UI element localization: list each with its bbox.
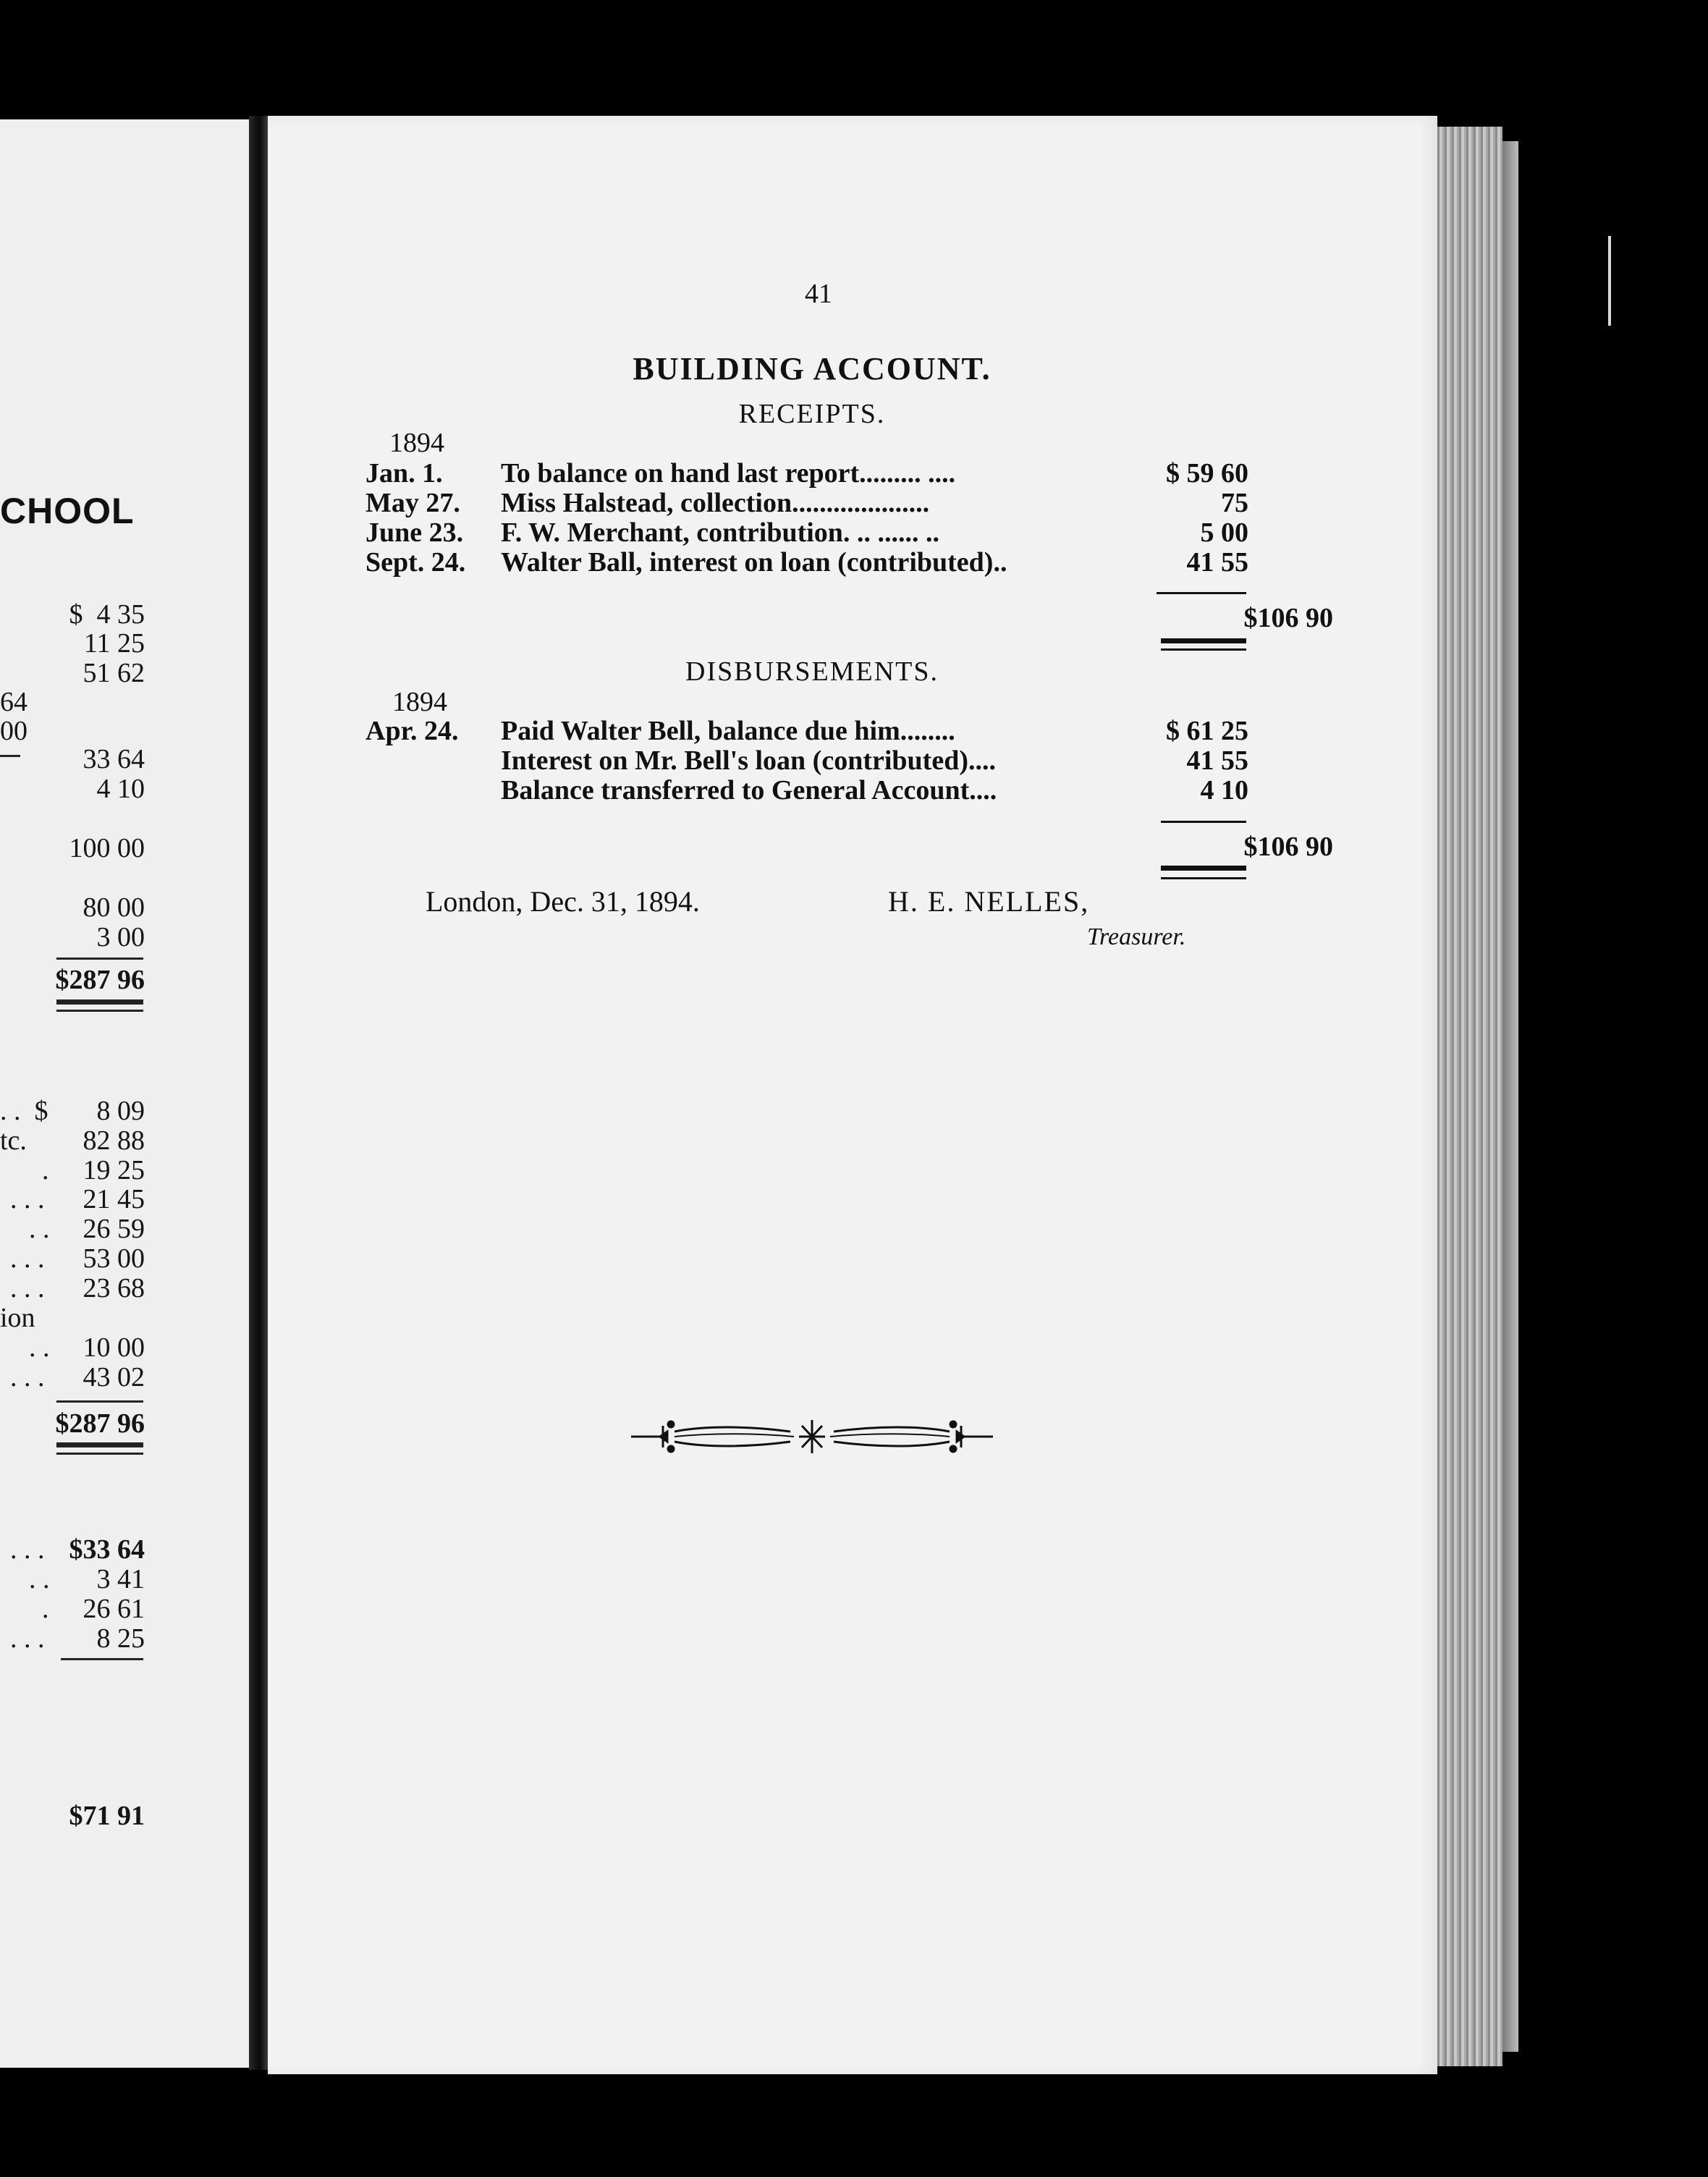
receipt-date: June 23. bbox=[365, 517, 464, 548]
receipt-row bbox=[365, 457, 1248, 488]
left-amount: 3 41 bbox=[96, 1564, 145, 1594]
left-amount: 100 00 bbox=[69, 833, 145, 863]
left-amount: 4 10 bbox=[96, 774, 145, 804]
disbursements-year: 1894 bbox=[392, 687, 447, 717]
left-amount: 10 00 bbox=[83, 1332, 145, 1363]
receipt-description: To balance on hand last report......... .... bbox=[501, 458, 956, 489]
receipt-amount: 41 55 bbox=[1186, 547, 1248, 578]
left-rule bbox=[0, 755, 20, 757]
disbursement-description: Interest on Mr. Bell's loan (contributed).... bbox=[501, 745, 996, 776]
left-amount: 8 25 bbox=[96, 1623, 145, 1654]
receipts-double-rule bbox=[1161, 648, 1246, 651]
left-fragment: 00 bbox=[0, 716, 28, 746]
left-amount: 82 88 bbox=[83, 1125, 145, 1156]
scan-mark bbox=[1608, 236, 1611, 326]
left-amount: 23 68 bbox=[83, 1273, 145, 1303]
left-leader: ion bbox=[0, 1303, 35, 1333]
left-rule bbox=[56, 958, 143, 960]
left-leader: . . . bbox=[10, 1273, 45, 1303]
left-amount: 33 64 bbox=[83, 744, 145, 774]
receipt-row bbox=[365, 517, 1248, 547]
disbursements-double-rule bbox=[1161, 866, 1246, 871]
left-amount: $ 4 35 bbox=[69, 599, 145, 630]
receipt-row bbox=[365, 546, 1248, 577]
receipt-amount: $ 59 60 bbox=[1166, 458, 1248, 489]
left-leader: . . . bbox=[10, 1534, 45, 1565]
left-leader: . . bbox=[29, 1214, 50, 1244]
page-number: 41 bbox=[805, 279, 832, 309]
disbursement-amount: $ 61 25 bbox=[1166, 716, 1248, 746]
receipts-sum-rule bbox=[1157, 592, 1246, 594]
receipt-date: May 27. bbox=[365, 488, 460, 518]
receipt-amount: 75 bbox=[1221, 488, 1248, 518]
receipt-date: Jan. 1. bbox=[365, 458, 443, 489]
left-fragment: 64 bbox=[0, 687, 28, 717]
left-leader: . bbox=[42, 1594, 49, 1624]
left-leader: . . bbox=[29, 1564, 50, 1594]
receipts-total: $106 90 bbox=[1243, 603, 1333, 633]
left-amount: 26 61 bbox=[83, 1594, 145, 1624]
left-leader: . . . bbox=[10, 1623, 45, 1654]
left-leader: . . $ bbox=[0, 1096, 48, 1126]
left-total: $71 91 bbox=[69, 1801, 145, 1831]
left-amount: 21 45 bbox=[83, 1184, 145, 1214]
left-leader: tc. bbox=[0, 1125, 27, 1156]
left-leader: . . . bbox=[10, 1184, 45, 1214]
left-amount: 11 25 bbox=[83, 628, 145, 659]
left-double-rule bbox=[56, 999, 143, 1005]
disbursement-description: Paid Walter Bell, balance due him........ bbox=[501, 716, 955, 746]
left-rule bbox=[56, 1010, 143, 1012]
receipt-description: F. W. Merchant, contribution. .. ...... .. bbox=[501, 517, 939, 548]
disbursement-amount: 4 10 bbox=[1200, 775, 1248, 806]
left-amount: 43 02 bbox=[83, 1362, 145, 1392]
left-amount: 53 00 bbox=[83, 1243, 145, 1274]
receipt-description: Miss Halstead, collection.................... bbox=[501, 488, 930, 518]
disbursement-row bbox=[365, 715, 1248, 745]
receipts-heading: RECEIPTS. bbox=[738, 399, 886, 429]
left-amount: 51 62 bbox=[83, 658, 145, 688]
left-double-rule bbox=[56, 1442, 143, 1447]
disbursement-amount: 41 55 bbox=[1186, 745, 1248, 776]
disbursement-row bbox=[365, 745, 1248, 775]
receipt-description: Walter Ball, interest on loan (contributed).. bbox=[501, 547, 1007, 578]
left-amount: $33 64 bbox=[69, 1534, 145, 1565]
left-total: $287 96 bbox=[55, 1408, 145, 1439]
signatory-name: H. E. NELLES, bbox=[888, 885, 1090, 918]
left-amount: 26 59 bbox=[83, 1214, 145, 1244]
receipt-row bbox=[365, 487, 1248, 517]
disbursement-row bbox=[365, 774, 1248, 805]
left-amount: 80 00 bbox=[83, 892, 145, 923]
disbursements-sum-rule bbox=[1161, 821, 1246, 823]
left-leader: . . . bbox=[10, 1362, 45, 1392]
receipts-double-rule bbox=[1161, 638, 1246, 643]
left-amount: 3 00 bbox=[96, 922, 145, 952]
disbursement-date: Apr. 24. bbox=[365, 716, 459, 746]
left-total: $287 96 bbox=[55, 965, 145, 995]
receipt-amount: 5 00 bbox=[1200, 517, 1248, 548]
page-title: BUILDING ACCOUNT. bbox=[633, 351, 992, 386]
left-page-heading-fragment: CHOOL bbox=[0, 491, 135, 531]
left-leader: . bbox=[42, 1155, 49, 1185]
place-and-date: London, Dec. 31, 1894. bbox=[426, 885, 700, 918]
left-amount: 8 09 bbox=[96, 1096, 145, 1126]
left-amount: 19 25 bbox=[83, 1155, 145, 1185]
left-rule bbox=[56, 1453, 143, 1455]
signatory-role: Treasurer. bbox=[1087, 923, 1186, 950]
decorative-ornament-icon bbox=[631, 1411, 993, 1462]
receipts-year: 1894 bbox=[389, 428, 444, 458]
disbursements-heading: DISBURSEMENTS. bbox=[685, 656, 939, 687]
disbursements-double-rule bbox=[1161, 877, 1246, 879]
disbursement-description: Balance transferred to General Account.... bbox=[501, 775, 997, 806]
receipt-date: Sept. 24. bbox=[365, 547, 466, 578]
disbursements-total: $106 90 bbox=[1243, 832, 1333, 862]
left-leader: . . . bbox=[10, 1243, 45, 1274]
left-rule bbox=[61, 1658, 143, 1660]
left-rule bbox=[56, 1400, 143, 1403]
left-leader: . . bbox=[29, 1332, 50, 1363]
